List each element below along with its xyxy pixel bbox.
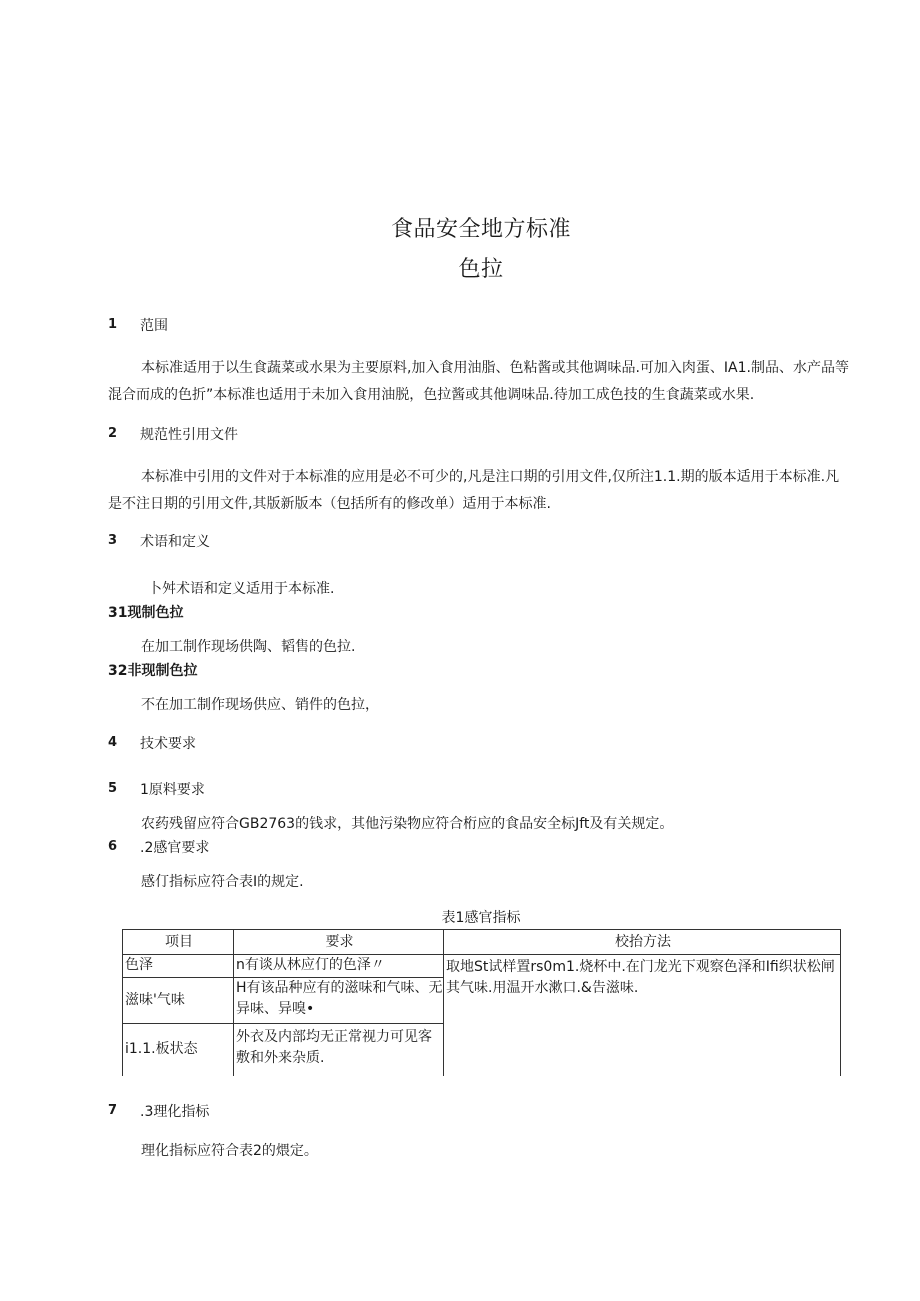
section-4-title: 技术要求 [140, 736, 196, 752]
section-1-title: 范围 [140, 318, 168, 334]
section-6-paragraph: 感仃指标应符合表I的规定. [141, 874, 304, 890]
section-1-paragraph: 本标准适用于以生食蔬菜或水果为主要原料,加入食用油脂、色粘酱或其他调味品.可加入肉蛋、IA1.制品、水产品等混合而成的色折”本标准也适用于未加入食用油脱，色拉酱或其他调味品.待加工成色技的生食蔬菜或水果. [108, 360, 849, 403]
section-2-title: 规范性引用文件 [140, 427, 238, 443]
definition-3-1-heading: 31现制色拉 [108, 605, 184, 621]
table-cell-method: 取地St试样置rs0m1.烧杯中.在门龙光下观察色泽和Ifi织状松闸其气味.用温开水漱口.&告滋味. [444, 955, 841, 1076]
section-3-paragraph: 卜舛术语和定义适用于本标准. [148, 581, 335, 597]
table-cell-requirement: n有谈从林应仃的色泽〃 [234, 955, 444, 978]
section-5-title: 1原料要求 [140, 782, 205, 798]
doc-subtitle: 色拉 [458, 257, 504, 282]
section-7-number: 7 [108, 1103, 118, 1118]
section-2-number: 2 [108, 426, 118, 441]
section-7-title: .3理化指标 [140, 1104, 210, 1120]
doc-title: 食品安全地方标准 [390, 217, 571, 242]
definition-3-2-body: 不在加工制作现场供应、销件的色拉， [141, 697, 379, 713]
table-header-row [123, 930, 841, 955]
section-6-title: .2感官要求 [140, 840, 210, 856]
definition-3-2-heading: 32非现制色拉 [108, 663, 198, 679]
table-row [123, 955, 841, 978]
table-cell-item: 色泽 [123, 955, 234, 978]
section-5-number: 5 [108, 781, 118, 796]
table-cell-item: i1.1.板状态 [123, 1024, 234, 1076]
table-cell-requirement: H有该品种应有的滋味和气味、无异味、异嗅• [234, 978, 444, 1024]
section-3-title: 术语和定义 [140, 534, 210, 550]
section-3-number: 3 [108, 533, 118, 548]
table-header-item: 项目 [123, 930, 234, 955]
section-5-paragraph: 农药残留应符合GB2763的钱求，其他污染物应符合桁应的食品安全标Jft及有关规定。 [141, 816, 674, 832]
section-1-number: 1 [108, 317, 118, 332]
table-caption: 表1感官指标 [441, 910, 521, 926]
sensory-table [122, 929, 841, 1076]
table-cell-requirement: 外衣及内部均无正常视力可见客敷和外来杂质. [234, 1024, 444, 1076]
section-2-paragraph: 本标准中引用的文件对于本标准的应用是必不可少的,凡是注口期的引用文件,仅所注1.1.期的版本适用于本标准.凡是不注日期的引用文件,其版新版本（包括所有的修改单）适用于本标准. [108, 469, 840, 512]
section-4-number: 4 [108, 735, 118, 750]
table-header-method: 校抬方法 [444, 930, 841, 955]
section-7-paragraph: 理化指标应符合表2的煨定。 [141, 1143, 318, 1159]
table-header-requirement: 要求 [234, 930, 444, 955]
definition-3-1-body: 在加工制作现场供陶、韬售的色拉. [141, 639, 356, 655]
section-6-number: 6 [108, 839, 118, 854]
table-cell-item: 滋味'气味 [123, 978, 234, 1024]
